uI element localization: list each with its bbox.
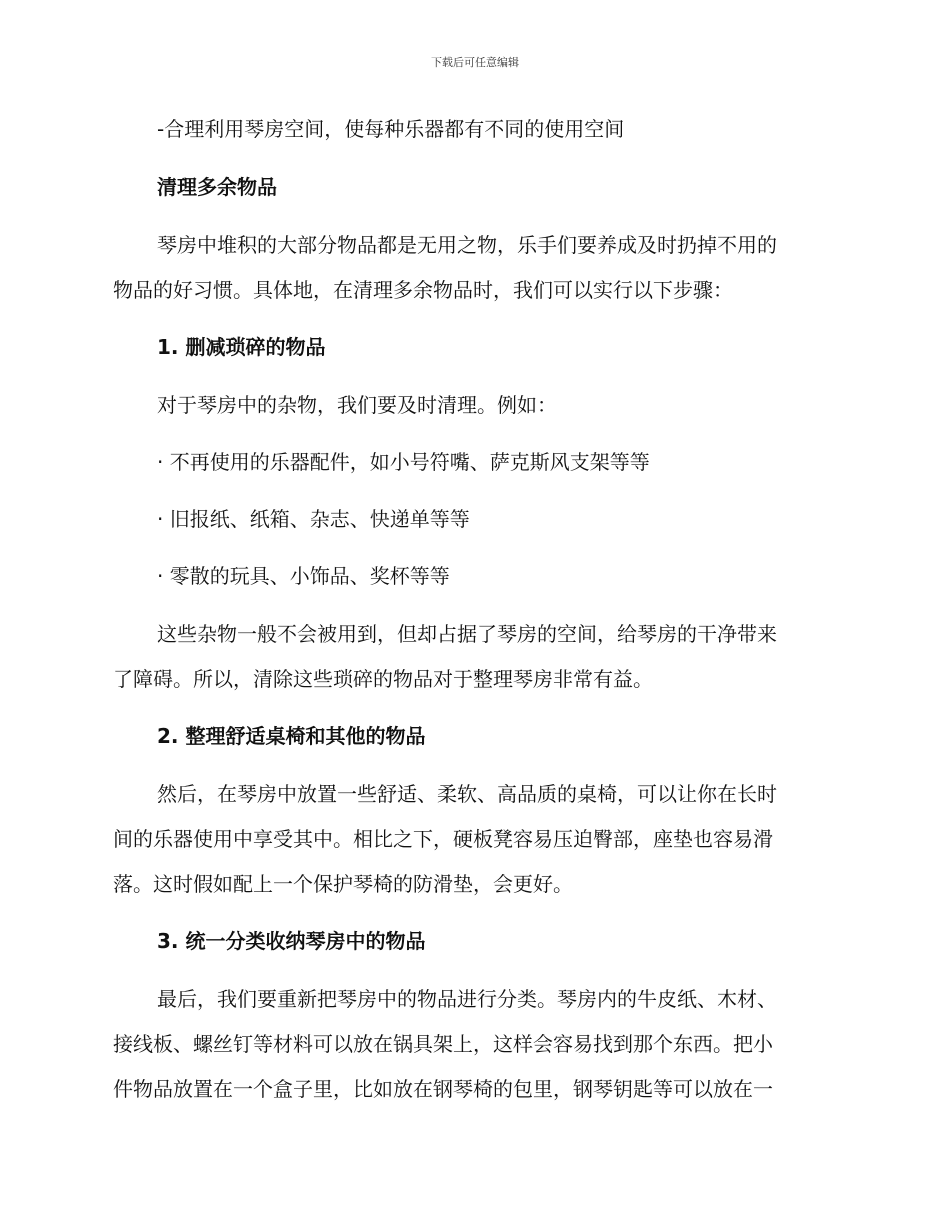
subheading: 3. 统一分类收纳琴房中的物品 (157, 929, 426, 953)
subheading: 1. 删减琐碎的物品 (157, 335, 326, 359)
paragraph-line: 最后，我们要重新把琴房中的物品进行分类。琴房内的牛皮纸、木材、 (157, 987, 777, 1011)
paragraph-line: 琴房中堆积的大部分物品都是无用之物，乐手们要养成及时扔掉不用的 (157, 233, 777, 257)
paragraph-line: 间的乐器使用中享受其中。相比之下，硬板凳容易压迫臀部，座垫也容易滑 (113, 827, 773, 851)
subheading: 2. 整理舒适桌椅和其他的物品 (157, 724, 426, 748)
paragraph-line: 这些杂物一般不会被用到，但却占据了琴房的空间，给琴房的干净带来 (157, 622, 777, 646)
list-item: · 零散的玩具、小饰品、奖杯等等 (157, 564, 450, 588)
page-header: 下载后可任意编辑 (431, 56, 519, 69)
paragraph-line: 对于琴房中的杂物，我们要及时清理。例如： (157, 393, 557, 417)
paragraph-line: 落。这时假如配上一个保护琴椅的防滑垫，会更好。 (113, 872, 573, 896)
paragraph-line: 物品的好习惯。具体地，在清理多余物品时，我们可以实行以下步骤： (113, 278, 733, 302)
bullet-line: -合理利用琴房空间，使每种乐器都有不同的使用空间 (157, 117, 625, 141)
list-item: · 不再使用的乐器配件，如小号符嘴、萨克斯风支架等等 (157, 450, 650, 474)
paragraph-line: 接线板、螺丝钉等材料可以放在锅具架上，这样会容易找到那个东西。把小 (113, 1032, 773, 1056)
list-item: · 旧报纸、纸箱、杂志、快递单等等 (157, 507, 470, 531)
section-heading: 清理多余物品 (157, 175, 277, 199)
paragraph-line: 了障碍。所以，清除这些琐碎的物品对于整理琴房非常有益。 (113, 667, 653, 691)
paragraph-line: 然后，在琴房中放置一些舒适、柔软、高品质的桌椅，可以让你在长时 (157, 782, 777, 806)
paragraph-line: 件物品放置在一个盒子里，比如放在钢琴椅的包里，钢琴钥匙等可以放在一 (113, 1077, 773, 1101)
